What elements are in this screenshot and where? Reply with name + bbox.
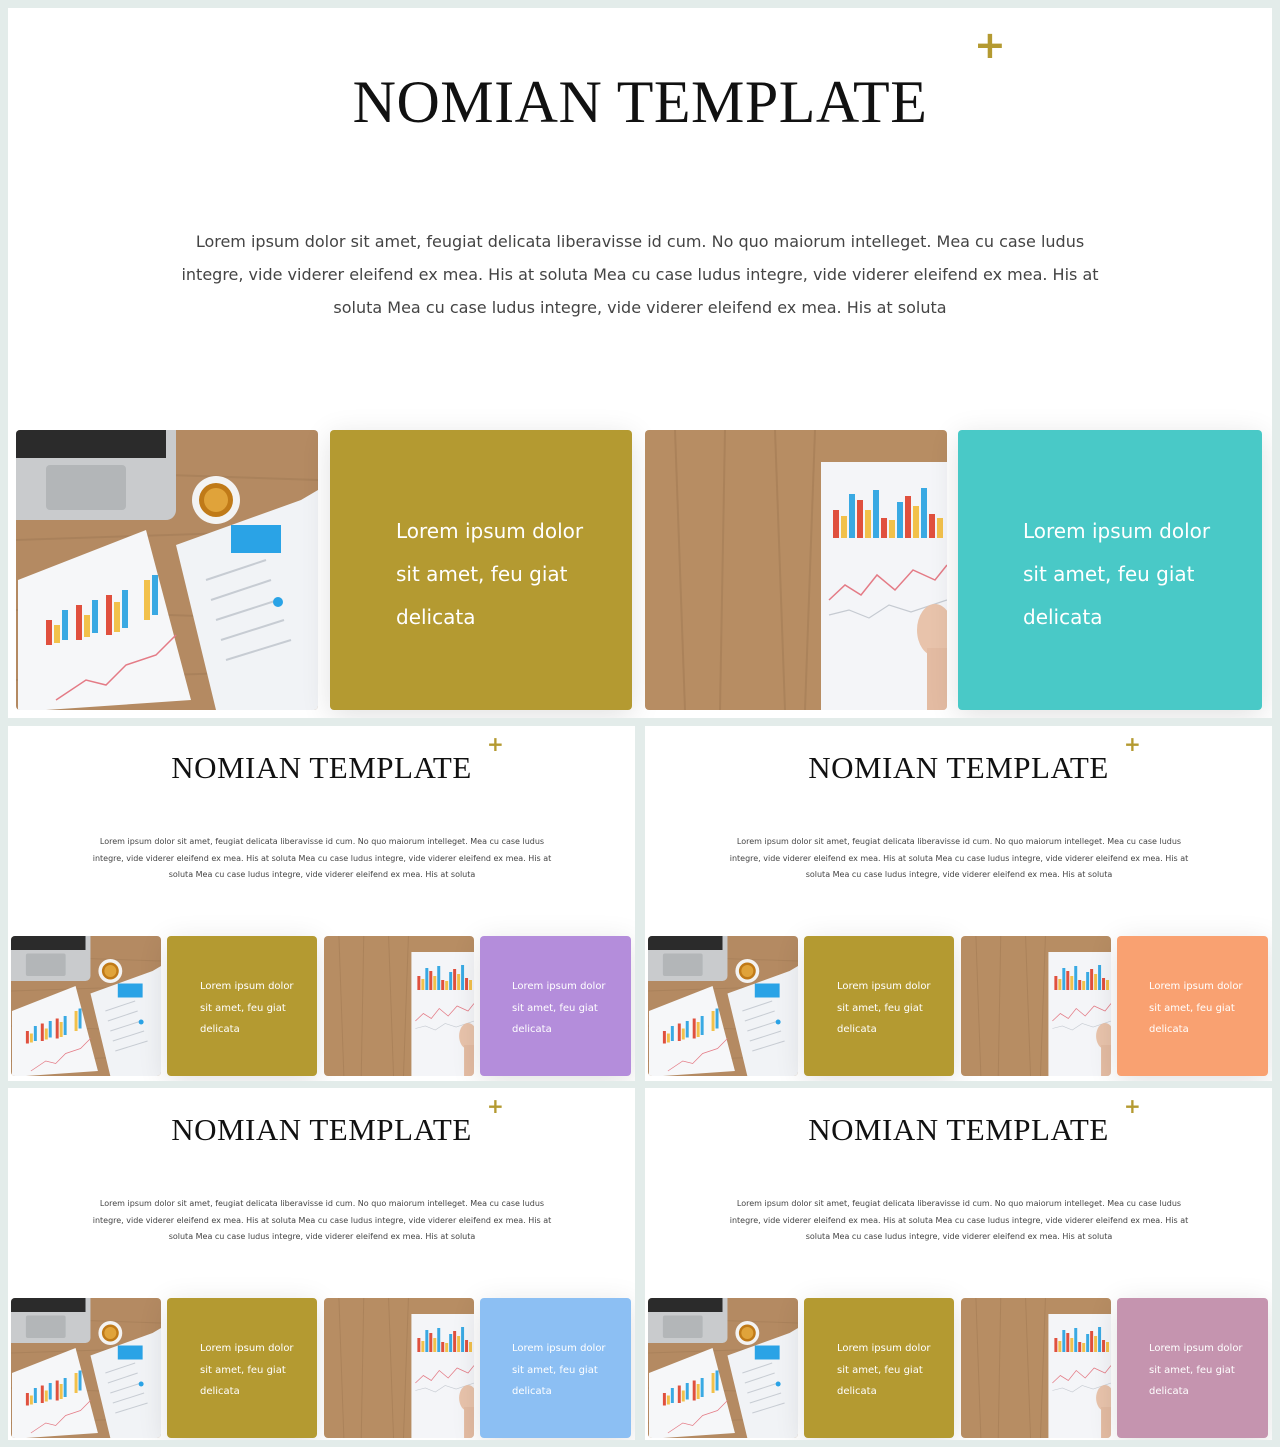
- accent-card: [1117, 936, 1268, 1076]
- card-text: Lorem ipsum dolor sit amet, feu giat delicata: [1023, 519, 1211, 629]
- chart-paper-photo: [961, 936, 1111, 1076]
- slide-1: [8, 8, 1272, 718]
- slide-title: NOMIAN TEMPLATE: [171, 750, 472, 785]
- chart-paper-photo: [324, 936, 474, 1076]
- slide-2: [8, 726, 635, 1081]
- desk-photo: [16, 430, 318, 710]
- slide-4: [8, 1088, 635, 1440]
- card-text: Lorem ipsum dolor sit amet, feu giat delicata: [1149, 981, 1243, 1035]
- accent-card: [1117, 1298, 1268, 1438]
- slide-title: NOMIAN TEMPLATE: [808, 750, 1109, 785]
- accent-card: [480, 936, 631, 1076]
- body-text: Lorem ipsum dolor sit amet, feugiat delicata liberavisse id cum. No quo maiorum intelleget. Mea cu case ludus integre, vide viderer eleifend ex mea. His at soluta Mea cu case ludus integre, vide viderer eleifend ex mea. His at soluta Mea cu case ludus integre, vide viderer eleifend ex mea. His at soluta: [92, 837, 552, 879]
- body-text: Lorem ipsum dolor sit amet, feugiat delicata liberavisse id cum. No quo maiorum intelleget. Mea cu case ludus integre, vide viderer eleifend ex mea. His at soluta Mea cu case ludus integre, vide viderer eleifend ex mea. His at soluta Mea cu case ludus integre, vide viderer eleifend ex mea. His at soluta: [729, 1199, 1189, 1241]
- chart-paper-photo: [324, 1298, 474, 1438]
- desk-photo: [11, 936, 161, 1076]
- gold-card: [167, 936, 317, 1076]
- card-text: Lorem ipsum dolor sit amet, feu giat delicata: [396, 519, 584, 629]
- desk-photo: [11, 1298, 161, 1438]
- gold-card: [167, 1298, 317, 1438]
- chart-paper-photo: [645, 430, 947, 710]
- slide-5: [645, 1088, 1272, 1440]
- desk-photo: [648, 1298, 798, 1438]
- gold-card: [804, 1298, 954, 1438]
- card-text: Lorem ipsum dolor sit amet, feu giat delicata: [512, 1343, 606, 1397]
- slide-3: [645, 726, 1272, 1081]
- body-text: Lorem ipsum dolor sit amet, feugiat delicata liberavisse id cum. No quo maiorum intelleget. Mea cu case ludus integre, vide viderer eleifend ex mea. His at soluta Mea cu case ludus integre, vide viderer eleifend ex mea. His at soluta Mea cu case ludus integre, vide viderer eleifend ex mea. His at soluta: [181, 232, 1099, 317]
- card-text: Lorem ipsum dolor sit amet, feu giat delicata: [200, 1343, 294, 1397]
- gold-card: [804, 936, 954, 1076]
- slide-title: NOMIAN TEMPLATE: [352, 69, 928, 135]
- card-text: Lorem ipsum dolor sit amet, feu giat delicata: [837, 981, 931, 1035]
- plus-icon: +: [974, 23, 1006, 67]
- desk-photo: [648, 936, 798, 1076]
- card-text: Lorem ipsum dolor sit amet, feu giat delicata: [1149, 1343, 1243, 1397]
- accent-card: [958, 430, 1262, 710]
- plus-icon: +: [487, 1094, 504, 1118]
- gold-card: [330, 430, 632, 710]
- card-text: Lorem ipsum dolor sit amet, feu giat delicata: [837, 1343, 931, 1397]
- slide-title: NOMIAN TEMPLATE: [171, 1112, 472, 1147]
- body-text: Lorem ipsum dolor sit amet, feugiat delicata liberavisse id cum. No quo maiorum intelleget. Mea cu case ludus integre, vide viderer eleifend ex mea. His at soluta Mea cu case ludus integre, vide viderer eleifend ex mea. His at soluta Mea cu case ludus integre, vide viderer eleifend ex mea. His at soluta: [92, 1199, 552, 1241]
- plus-icon: +: [1124, 732, 1141, 756]
- slide-title: NOMIAN TEMPLATE: [808, 1112, 1109, 1147]
- card-text: Lorem ipsum dolor sit amet, feu giat delicata: [512, 981, 606, 1035]
- chart-paper-photo: [961, 1298, 1111, 1438]
- card-text: Lorem ipsum dolor sit amet, feu giat delicata: [200, 981, 294, 1035]
- accent-card: [480, 1298, 631, 1438]
- plus-icon: +: [487, 732, 504, 756]
- plus-icon: +: [1124, 1094, 1141, 1118]
- body-text: Lorem ipsum dolor sit amet, feugiat delicata liberavisse id cum. No quo maiorum intelleget. Mea cu case ludus integre, vide viderer eleifend ex mea. His at soluta Mea cu case ludus integre, vide viderer eleifend ex mea. His at soluta Mea cu case ludus integre, vide viderer eleifend ex mea. His at soluta: [729, 837, 1189, 879]
